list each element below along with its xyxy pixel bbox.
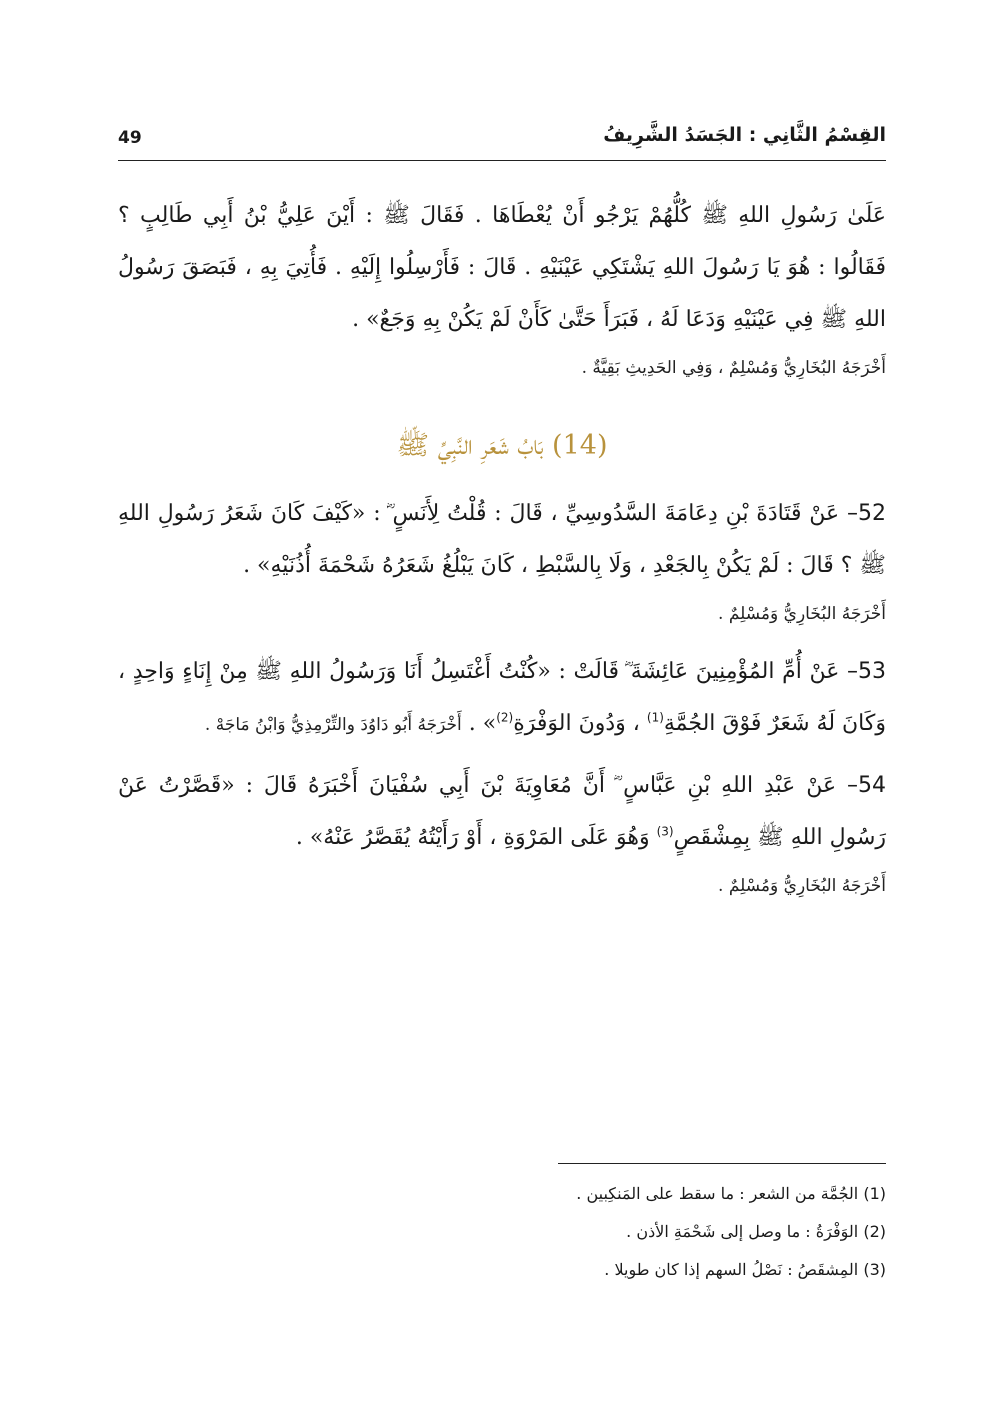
footnote-item <box>118 1175 886 1213</box>
page-body <box>118 190 886 908</box>
hadith-text <box>118 488 886 592</box>
hadith-body: » . <box>468 711 497 736</box>
hadith-52 <box>118 488 886 636</box>
footnotes <box>118 1175 886 1289</box>
hadith-text <box>118 760 886 864</box>
hadith-body: عَنْ عَبْدِ اللهِ بْنِ عَبَّاسٍ ؓ أَنَّ مُعَاوِيَةَ بْنَ أَبِي سُفْيَانَ أَخْبَرَهُ قَالَ : «قَصَّرْتُ عَنْ رَسُولِ اللهِ ﷺ بِمِشْقَصٍ <box>118 773 886 850</box>
chapter-heading <box>118 420 886 472</box>
hadith-body: عَنْ أُمِّ المُؤْمِنِينَ عَائِشَةَ ؓ قَالَتْ : «كُنْتُ أَغْتَسِلُ أَنَا وَرَسُولُ اللهِ ﷺ مِنْ إِنَاءٍ وَاحِدٍ ، وَكَانَ لَهُ شَعَرٌ فَوْقَ الجُمَّةِ <box>118 659 886 736</box>
page-number: 49 <box>118 128 142 148</box>
footnote-text: الجُمَّة من الشعر : ما سقط على المَنكِبين . <box>576 1184 859 1203</box>
footnote-number: (1) <box>863 1184 886 1203</box>
footnote-number: (3) <box>863 1260 886 1279</box>
hadith-54 <box>118 760 886 908</box>
chapter-title: بَابُ شَعَرِ النَّبِيِّ ﷺ <box>396 430 544 461</box>
intro-source: أَخْرَجَهُ البُخَارِيُّ وَمُسْلِمٌ ، وَفِي الحَدِيثِ بَقِيَّةٌ . <box>581 358 886 378</box>
footnote-item <box>118 1251 886 1289</box>
footnote-text: الوَفْرَةُ : ما وصل إلى شَحْمَةِ الأذن . <box>626 1222 859 1241</box>
footnote-divider <box>558 1163 886 1164</box>
intro-paragraph: عَلَىٰ رَسُولِ اللهِ ﷺ كُلُّهُمْ يَرْجُو أَنْ يُعْطَاهَا . فَقَالَ ﷺ : أَيْنَ عَلِيُّ بْنُ أَبِي طَالِبٍ ؟ فَقَالُوا : هُوَ يَا رَسُولَ اللهِ يَشْتَكِي عَيْنَيْهِ . قَالَ : فَأَرْسِلُوا إِلَيْهِ . فَأُتِيَ بِهِ ، فَبَصَقَ رَسُولُ اللهِ ﷺ فِي عَيْنَيْهِ وَدَعَا لَهُ ، فَبَرَأَ حَتَّىٰ كَأَنْ لَمْ يَكُنْ بِهِ وَجَعٌ» . <box>118 203 886 332</box>
footnote-text: المِشقَصُ : نَصْلُ السهم إذا كان طويلا . <box>604 1260 859 1279</box>
hadith-body: وَهُوَ عَلَى المَرْوَةِ ، أَوْ رَأَيْتُهُ يُقَصَّرُ عَنْهُ» . <box>295 825 650 850</box>
footnote-number: (2) <box>863 1222 886 1241</box>
hadith-number: 54– <box>847 773 886 798</box>
hadith-body: ، وَدُونَ الوَفْرَةِ <box>513 711 640 736</box>
footnote-ref[interactable]: (2) <box>496 710 514 725</box>
chapter-number: (14) <box>552 430 608 461</box>
hadith-source: أَخْرَجَهُ أَبُو دَاوُدَ والتِّرْمِذِيُّ وَابْنُ مَاجَهْ . <box>204 715 462 735</box>
footnote-ref[interactable]: (3) <box>656 824 674 839</box>
running-title: القِسْمُ الثَّانِي : الجَسَدُ الشَّرِيفُ <box>603 124 886 146</box>
hadith-source: أَخْرَجَهُ البُخَارِيُّ وَمُسْلِمٌ . <box>718 876 886 896</box>
hadith-number: 52– <box>847 501 886 526</box>
footnote-item <box>118 1213 886 1251</box>
hadith-source: أَخْرَجَهُ البُخَارِيُّ وَمُسْلِمٌ . <box>718 604 886 624</box>
hadith-number: 53– <box>847 659 886 684</box>
footnote-ref[interactable]: (1) <box>646 710 664 725</box>
header-divider <box>118 160 886 161</box>
hadith-body: عَنْ قَتَادَةَ بْنِ دِعَامَةَ السَّدُوسِيِّ ، قَالَ : قُلْتُ لِأَنَسٍ ؓ : «كَيْفَ كَانَ شَعَرُ رَسُولِ اللهِ ﷺ ؟ قَالَ : لَمْ يَكُنْ بِالجَعْدِ ، وَلَا بِالسَّبْطِ ، كَانَ يَبْلُغُ شَعَرُهُ شَحْمَةَ أُذُنَيْهِ» . <box>118 501 886 578</box>
page-header <box>118 118 886 162</box>
hadith-53 <box>118 646 886 750</box>
hadith-text <box>118 646 886 750</box>
